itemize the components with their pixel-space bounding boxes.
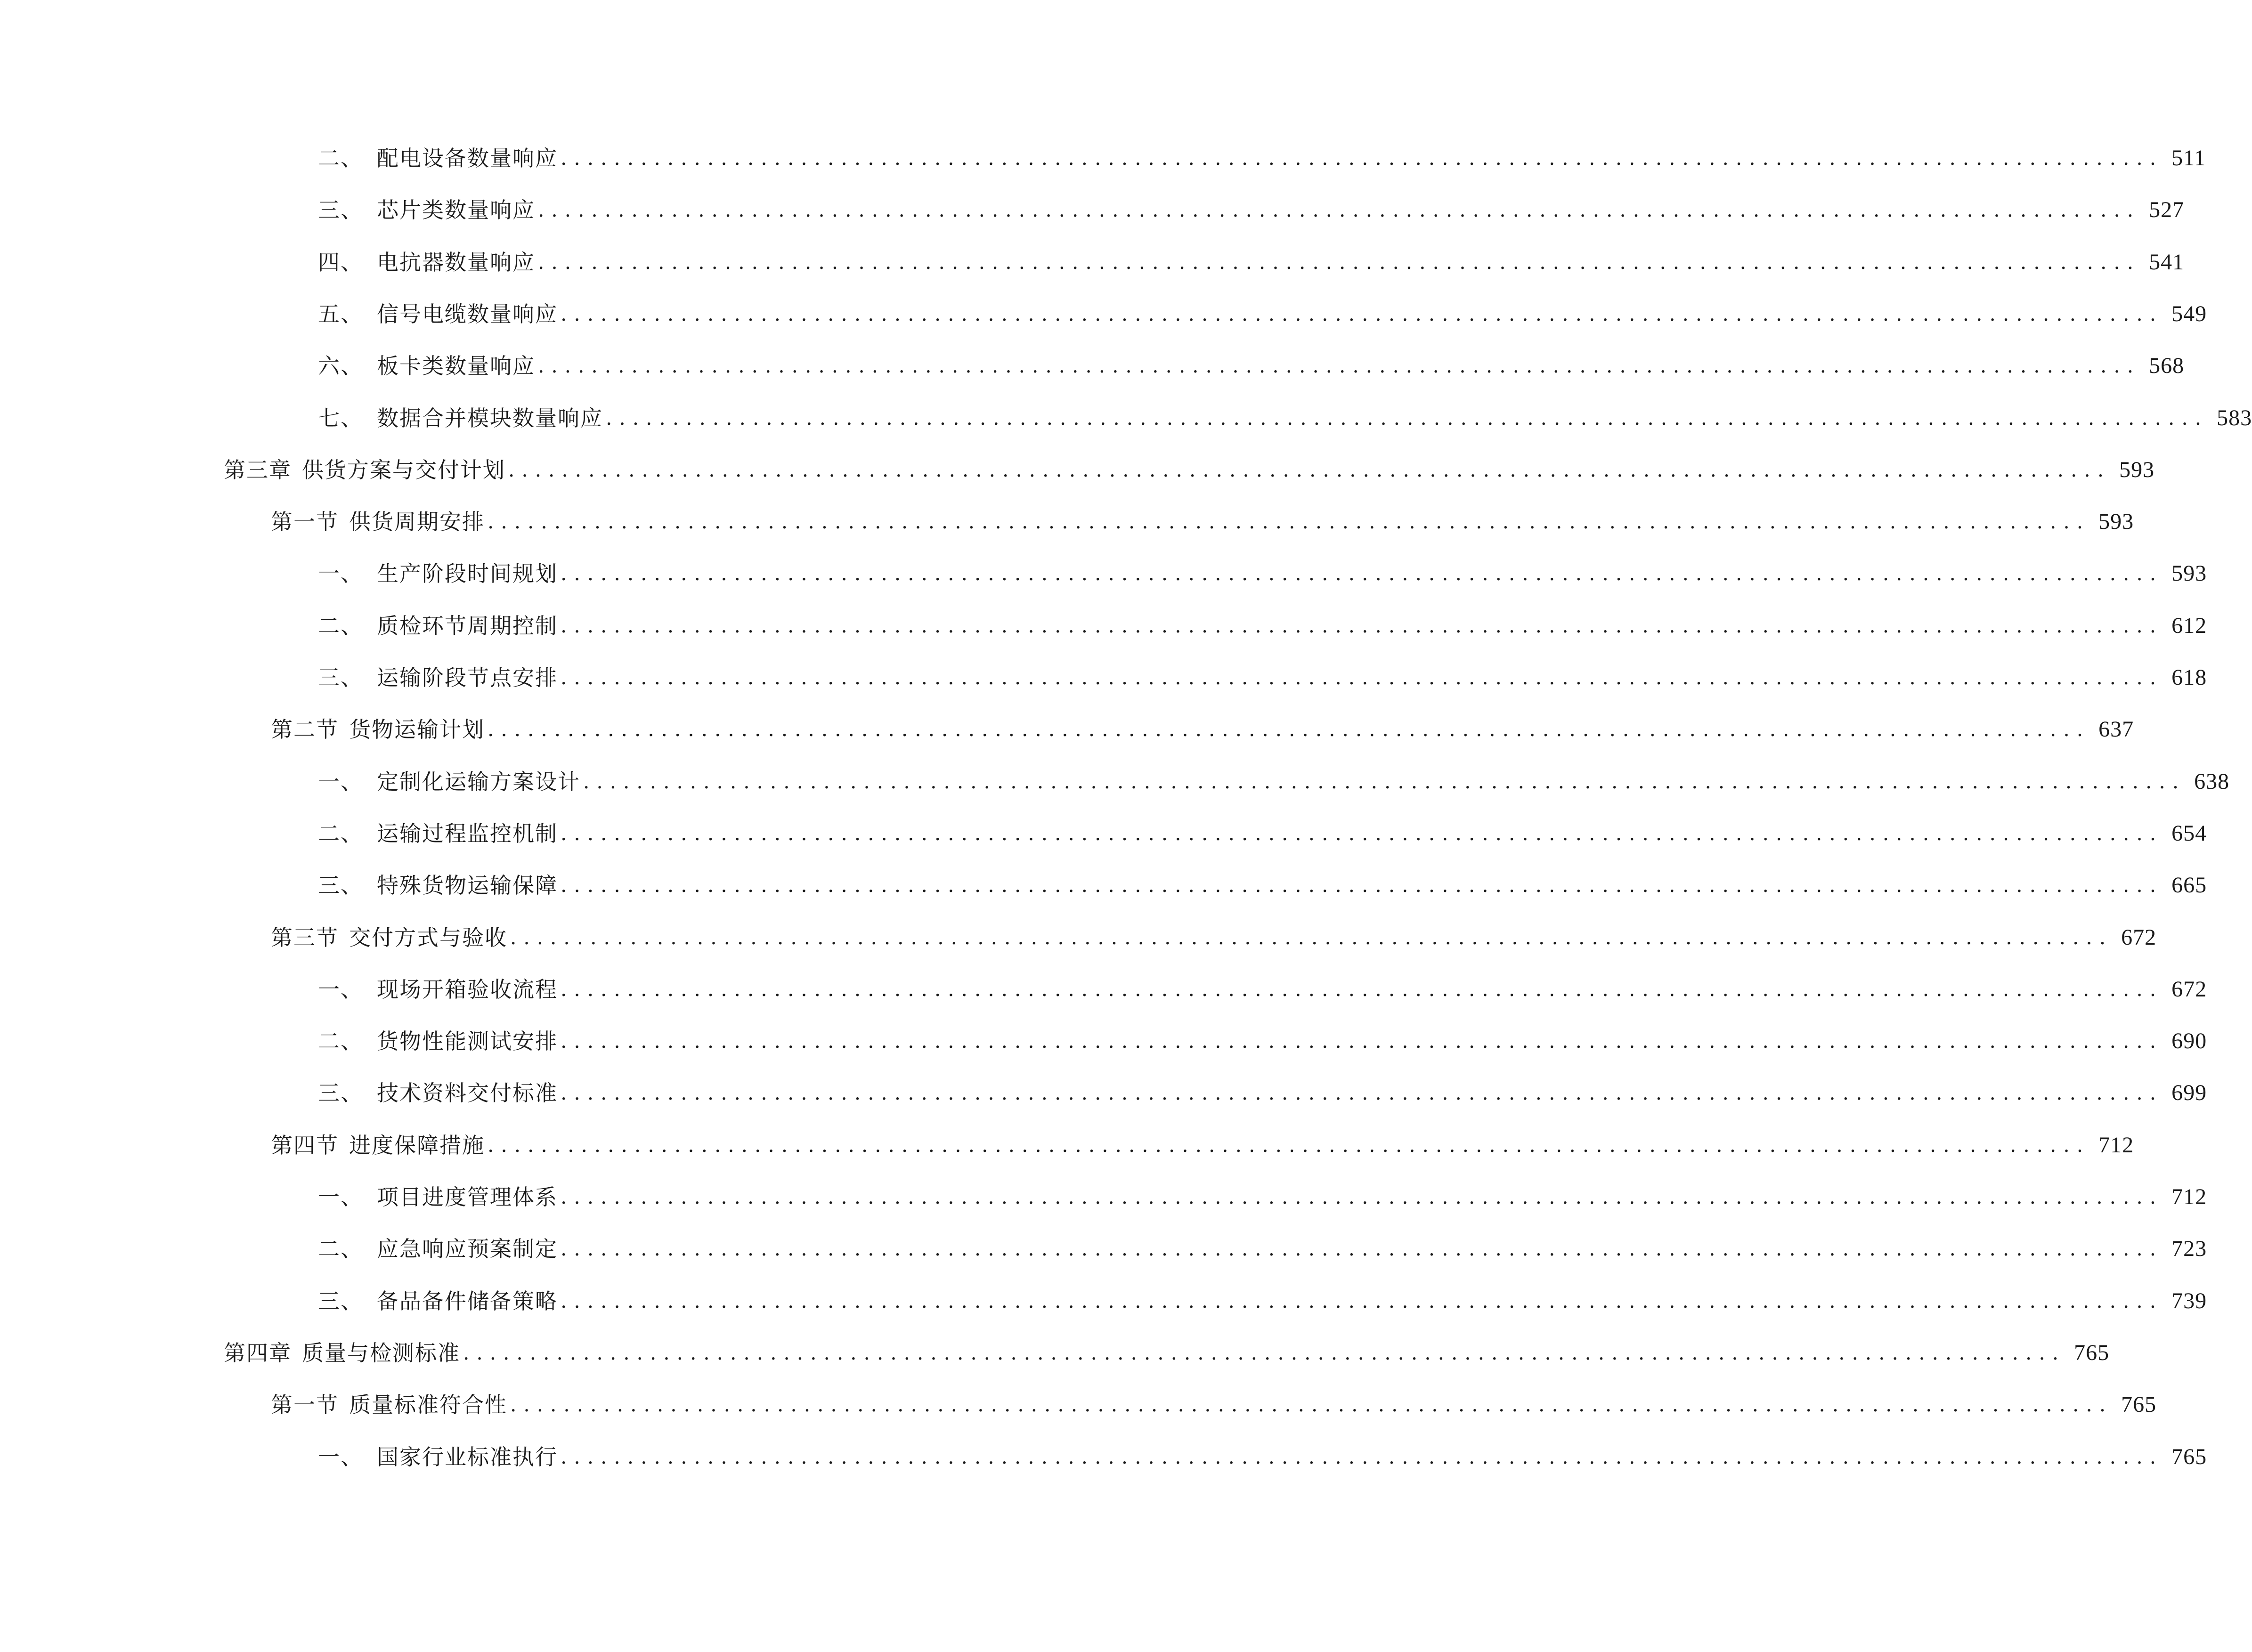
toc-entry-number: 三、 [318,1288,363,1314]
toc-entry-page-number: 638 [2194,769,2230,794]
toc-entry[interactable] [318,1282,2207,1320]
toc-entry-number: 一、 [318,1444,363,1470]
dot-leader: ........................................................................................................................ [561,146,2163,170]
dot-leader: ........................................................................................................................ [561,874,2163,897]
toc-entry-title: 供货方案与交付计划 [302,457,505,483]
toc-entry-title: 现场开箱验收流程 [377,977,558,1002]
toc-entry-page-number: 618 [2171,665,2207,690]
dot-leader: ........................................................................................................................ [561,822,2163,845]
toc-entry-number: 二、 [318,613,363,639]
toc-entry-title: 运输阶段节点安排 [377,665,558,690]
toc-entry-title: 质量与检测标准 [302,1340,460,1366]
toc-entry-number: 三、 [318,1080,363,1106]
toc-entry-page-number: 593 [2098,509,2134,534]
toc-entry-page-number: 612 [2171,613,2207,638]
toc-entry-page-number: 568 [2149,353,2185,378]
toc-entry[interactable] [318,866,2207,904]
toc-entry[interactable] [318,1438,2207,1476]
toc-entry[interactable] [318,815,2207,852]
toc-entry[interactable] [318,295,2207,333]
toc-entry-title: 质检环节周期控制 [377,613,558,639]
toc-entry-title: 货物性能测试安排 [377,1028,558,1054]
dot-leader: ........................................................................................................................ [561,1237,2163,1260]
toc-entry-number: 第二节 [271,717,339,742]
dot-leader: ........................................................................................................................ [561,614,2163,637]
toc-entry-title: 生产阶段时间规划 [377,561,558,586]
toc-entry-title: 质量标准符合性 [349,1392,507,1417]
toc-entry-number: 第一节 [271,509,339,534]
toc-entry-title: 交付方式与验收 [349,925,507,950]
dot-leader: ........................................................................................................................ [561,1445,2163,1468]
dot-leader: ........................................................................................................................ [561,1185,2163,1208]
toc-entry[interactable] [318,555,2207,592]
toc-entry-page-number: 765 [2171,1444,2207,1469]
toc-entry[interactable] [318,347,2185,385]
toc-entry-page-number: 593 [2119,457,2155,482]
toc-entry-number: 第三章 [224,457,292,483]
dot-leader: ........................................................................................................................ [561,978,2163,1001]
toc-entry-number: 二、 [318,821,363,846]
dot-leader: ........................................................................................................................ [488,718,2090,741]
toc-entry-page-number: 583 [2217,405,2252,430]
dot-leader: ........................................................................................................................ [561,1289,2163,1312]
toc-entry-title: 供货周期安排 [349,509,485,534]
toc-entry-title: 国家行业标准执行 [377,1444,558,1470]
toc-entry-page-number: 699 [2171,1080,2207,1105]
toc-entry[interactable] [318,399,2252,437]
dot-leader: ........................................................................................................................ [510,1393,2113,1416]
toc-entry-title: 应急响应预案制定 [377,1236,558,1262]
dot-leader: ........................................................................................................................ [463,1341,2066,1364]
dot-leader: ........................................................................................................................ [583,770,2186,793]
toc-entry-page-number: 739 [2171,1288,2207,1313]
toc-entry-title: 项目进度管理体系 [377,1184,558,1210]
dot-leader: ........................................................................................................................ [538,354,2141,377]
toc-entry[interactable] [318,659,2207,696]
toc-entry-page-number: 690 [2171,1028,2207,1053]
dot-leader: ........................................................................................................................ [538,251,2141,274]
toc-entry-page-number: 654 [2171,821,2207,846]
toc-entry-title: 数据合并模块数量响应 [377,405,603,431]
dot-leader: ........................................................................................................................ [510,926,2113,949]
toc-entry-title: 板卡类数量响应 [377,353,535,379]
toc-entry[interactable] [318,971,2207,1008]
toc-entry-number: 一、 [318,977,363,1002]
toc-entry[interactable] [224,451,2155,489]
toc-entry[interactable] [271,919,2157,956]
dot-leader: ........................................................................................................................ [561,562,2163,585]
toc-entry[interactable] [318,1022,2207,1060]
toc-entry-number: 三、 [318,665,363,690]
toc-entry[interactable] [271,711,2134,748]
toc-entry-title: 信号电缆数量响应 [377,301,558,327]
toc-entry-page-number: 637 [2098,717,2134,742]
toc-entry-page-number: 712 [2098,1133,2134,1158]
toc-entry[interactable] [271,503,2134,541]
toc-entry-number: 四、 [318,250,363,275]
toc-entry-number: 二、 [318,146,363,171]
toc-entry-title: 电抗器数量响应 [377,250,535,275]
dot-leader: ........................................................................................................................ [561,302,2163,325]
toc-entry-title: 货物运输计划 [349,717,485,742]
toc-entry-page-number: 765 [2121,1392,2157,1417]
dot-leader: ........................................................................................................................ [561,1081,2163,1104]
dot-leader: ........................................................................................................................ [538,198,2141,221]
toc-entry-number: 一、 [318,1184,363,1210]
toc-entry-number: 五、 [318,301,363,327]
toc-entry-number: 第四节 [271,1133,339,1158]
toc-entry-title: 特殊货物运输保障 [377,873,558,898]
toc-entry-number: 六、 [318,353,363,379]
toc-entry[interactable] [224,1334,2110,1372]
toc-entry-page-number: 723 [2171,1236,2207,1261]
toc-entry-number: 二、 [318,1028,363,1054]
dot-leader: ........................................................................................................................ [561,666,2163,689]
toc-entry-number: 第三节 [271,925,339,950]
dot-leader: ........................................................................................................................ [508,458,2111,481]
toc-entry-page-number: 712 [2171,1184,2207,1209]
dot-leader: ........................................................................................................................ [488,1134,2090,1157]
toc-entry-page-number: 527 [2149,197,2185,222]
toc-entry-page-number: 511 [2171,146,2206,170]
toc-entry[interactable] [318,1230,2207,1268]
toc-entry[interactable] [318,1074,2207,1112]
toc-entry-title: 定制化运输方案设计 [377,769,580,794]
toc-entry-number: 第四章 [224,1340,292,1366]
toc-entry-number: 三、 [318,197,363,223]
dot-leader: ........................................................................................................................ [606,406,2209,429]
toc-entry-title: 芯片类数量响应 [377,197,535,223]
toc-entry-title: 备品备件储备策略 [377,1288,558,1314]
toc-entry-title: 进度保障措施 [349,1133,485,1158]
toc-entry[interactable] [318,763,2230,801]
toc-entry-title: 配电设备数量响应 [377,146,558,171]
toc-entry-number: 一、 [318,769,363,794]
toc-entry[interactable] [271,1126,2134,1164]
toc-entry-page-number: 593 [2171,561,2207,586]
toc-entry-page-number: 541 [2149,250,2185,275]
toc-entry-title: 运输过程监控机制 [377,821,558,846]
toc-entry-page-number: 665 [2171,873,2207,898]
toc-entry[interactable] [271,1386,2157,1424]
toc-entry[interactable] [318,139,2206,177]
toc-entry-title: 技术资料交付标准 [377,1080,558,1106]
toc-entry-number: 二、 [318,1236,363,1262]
toc-entry[interactable] [318,1178,2207,1216]
toc-entry-page-number: 672 [2121,925,2157,950]
toc-entry[interactable] [318,607,2207,645]
dot-leader: ........................................................................................................................ [488,510,2090,533]
toc-entry-page-number: 549 [2171,301,2207,326]
toc-entry[interactable] [318,191,2185,229]
toc-entry-number: 一、 [318,561,363,586]
dot-leader: ........................................................................................................................ [561,1029,2163,1053]
toc-entry-page-number: 672 [2171,977,2207,1002]
toc-entry[interactable] [318,243,2185,281]
toc-entry-number: 第一节 [271,1392,339,1417]
toc-entry-number: 七、 [318,405,363,431]
toc-entry-number: 三、 [318,873,363,898]
toc-entry-page-number: 765 [2074,1340,2110,1365]
